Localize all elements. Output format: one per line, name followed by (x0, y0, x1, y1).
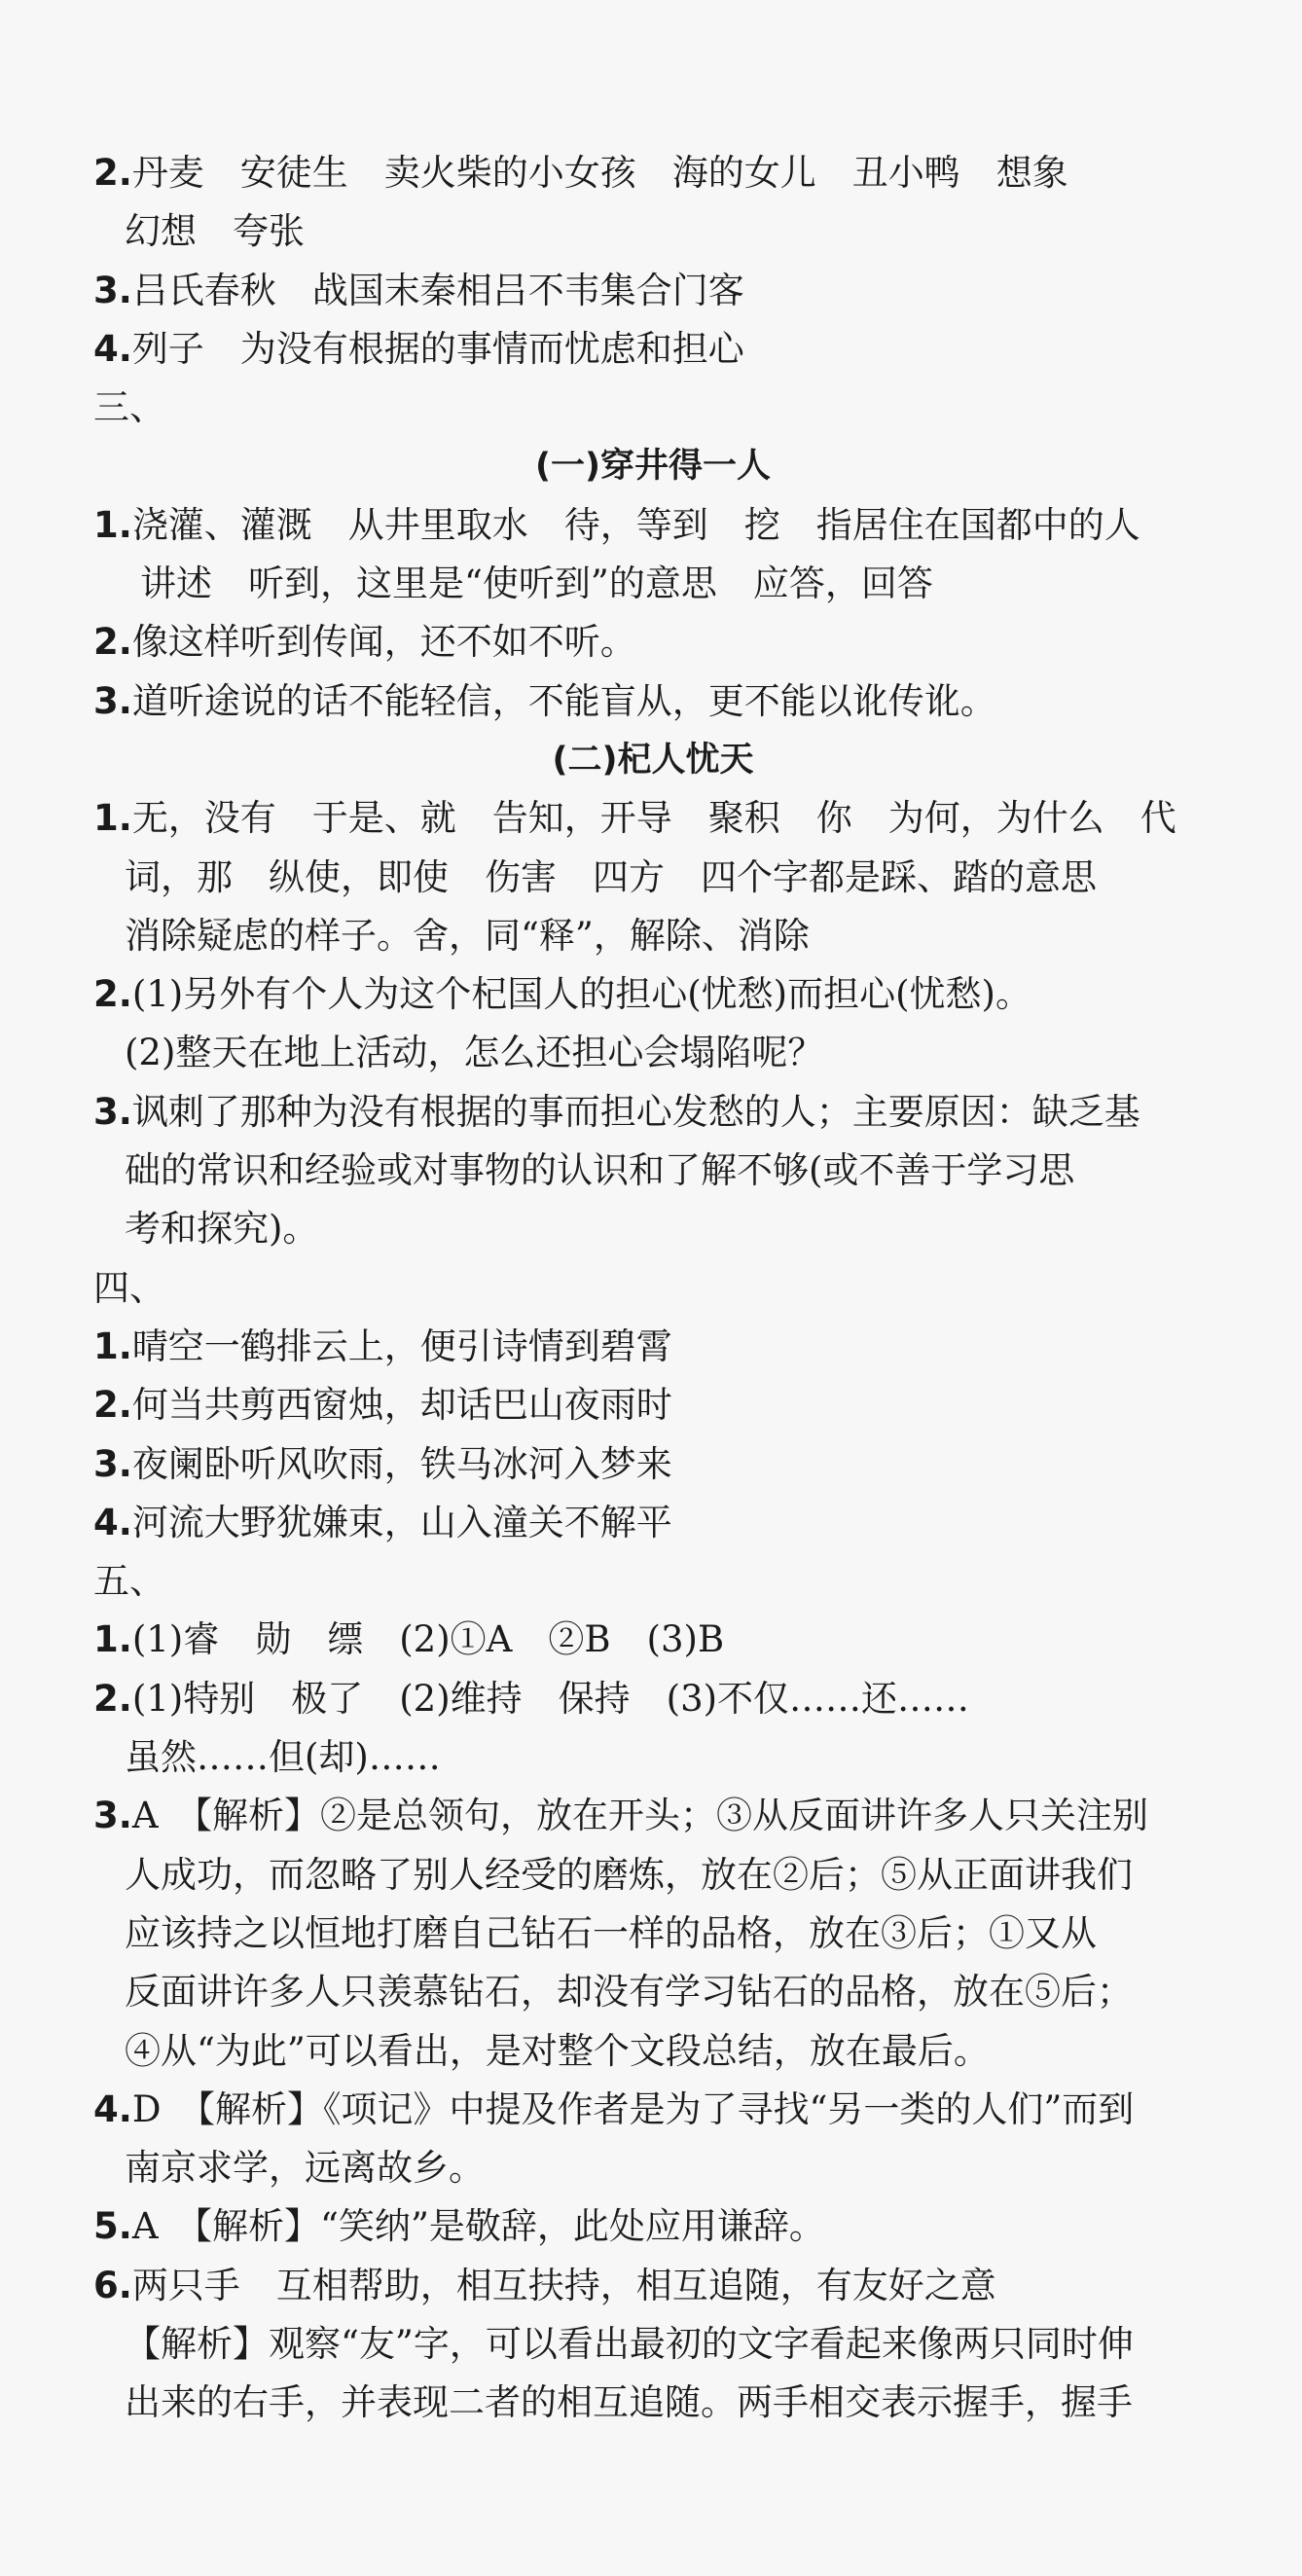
question-number: 4. (93, 327, 132, 370)
line-text: 夜阑卧听风吹雨，铁马冰河入梦来 (131, 1442, 672, 1485)
answer-line (93, 1905, 1212, 1963)
line-text: 三、 (93, 386, 165, 429)
answer-text-block (93, 144, 1212, 2433)
question-number: 2. (93, 1384, 132, 1427)
line-text: 两只手 互相帮助，相互扶持，相互追随，有友好之意 (131, 2264, 996, 2306)
answer-line (93, 1494, 1212, 1552)
question-number: 2. (93, 973, 132, 1016)
answer-line (93, 1376, 1212, 1434)
line-text: 出来的右手，并表现二者的相互追随。两手相交表示握手，握手 (125, 2381, 1133, 2424)
line-text: 无，没有 于是、就 告知，开导 聚积 你 为何，为什么 代 (131, 797, 1176, 840)
answer-line (93, 1552, 1212, 1611)
question-number: 2. (93, 152, 132, 194)
question-number: 1. (93, 1618, 132, 1661)
answer-line (93, 1142, 1212, 1200)
line-text: (1)睿 勋 缥 (2)①A ②B (3)B (131, 1618, 725, 1661)
answer-line (93, 2139, 1212, 2197)
answer-line (93, 2197, 1212, 2256)
question-number: 2. (93, 1677, 132, 1720)
line-text: A 【解析】②是总领句，放在开头；③从反面讲许多人只关注别 (131, 1795, 1149, 1837)
line-text: 晴空一鹤排云上，便引诗情到碧霄 (131, 1324, 672, 1367)
line-text: (一)穿井得一人 (535, 447, 771, 487)
line-text: 浇灌、灌溉 从井里取水 待，等到 挖 指居住在国都中的人 (131, 503, 1140, 546)
line-text: (二)杞人忧天 (552, 740, 754, 780)
line-text: (1)特别 极了 (2)维持 保持 (3)不仅……还…… (131, 1677, 970, 1720)
answer-line (93, 1024, 1212, 1082)
answer-line (93, 789, 1212, 848)
line-text: 虽然……但(却)…… (125, 1736, 441, 1779)
answer-line (93, 1728, 1212, 1787)
answer-line (93, 1318, 1212, 1376)
answer-line (93, 2081, 1212, 2139)
line-text: 讲述 听到，这里是“使听到”的意思 应答，回答 (140, 562, 933, 605)
answer-line (93, 1259, 1212, 1318)
answer-line (93, 2315, 1212, 2374)
answer-line (93, 1787, 1212, 1845)
line-text: D 【解析】《项记》中提及作者是为了寻找“另一类的人们”而到 (131, 2087, 1135, 2130)
line-text: 词，那 纵使，即使 伤害 四方 四个字都是踩、踏的意思 (125, 855, 1097, 898)
line-text: 人成功，而忽略了别人经受的磨炼，放在②后；⑤从正面讲我们 (125, 1853, 1133, 1896)
line-text: 反面讲许多人只羡慕钻石，却没有学习钻石的品格，放在⑤后； (125, 1971, 1133, 2014)
line-text: 讽刺了那种为没有根据的事而担心发愁的人；主要原因：缺乏基 (131, 1090, 1140, 1133)
question-number: 5. (93, 2205, 132, 2248)
line-text: 【解析】观察“友”字，可以看出最初的文字看起来像两只同时伸 (125, 2322, 1134, 2365)
answer-line (93, 2257, 1212, 2315)
line-text: 河流大野犹嫌束，山入潼关不解平 (131, 1501, 672, 1543)
answer-line (93, 202, 1212, 261)
answer-line (93, 262, 1212, 320)
question-number: 3. (93, 679, 132, 722)
answer-line (93, 2374, 1212, 2432)
answer-line (93, 144, 1212, 202)
line-text: 五、 (93, 1560, 165, 1603)
question-number: 1. (93, 1324, 132, 1367)
question-number: 1. (93, 797, 132, 840)
line-text: 础的常识和经验或对事物的认识和了解不够(或不善于学习思 (125, 1149, 1075, 1192)
answer-line (93, 496, 1212, 555)
question-number: 2. (93, 621, 132, 664)
line-text: 像这样听到传闻，还不如不听。 (131, 621, 636, 664)
answer-line (93, 1846, 1212, 1905)
question-number: 1. (93, 503, 132, 546)
question-number: 4. (93, 1501, 132, 1543)
answer-line (93, 613, 1212, 671)
question-number: 3. (93, 1795, 132, 1837)
question-number: 4. (93, 2087, 132, 2130)
line-text: 吕氏春秋 战国末秦相吕不韦集合门客 (131, 269, 744, 311)
answer-line (93, 965, 1212, 1024)
answer-line (93, 2022, 1212, 2081)
answer-line (93, 1200, 1212, 1258)
answer-line (93, 672, 1212, 731)
section-heading (93, 731, 1212, 789)
answer-line (93, 1083, 1212, 1142)
question-number: 3. (93, 269, 132, 311)
question-number: 6. (93, 2264, 132, 2306)
answer-line (93, 1670, 1212, 1728)
answer-line (93, 555, 1212, 613)
question-number: 3. (93, 1090, 132, 1133)
line-text: 消除疑虑的样子。舍，同“释”，解除、消除 (125, 914, 810, 957)
line-text: 幻想 夸张 (125, 210, 305, 253)
line-text: 何当共剪西窗烛，却话巴山夜雨时 (131, 1384, 672, 1427)
question-number: 3. (93, 1442, 132, 1485)
line-text: 南京求学，远离故乡。 (125, 2147, 485, 2190)
answer-line (93, 1435, 1212, 1494)
section-heading (93, 437, 1212, 495)
line-text: 应该持之以恒地打磨自己钻石一样的品格，放在③后；①又从 (125, 1911, 1097, 1954)
line-text: ④从“为此”可以看出，是对整个文段总结，放在最后。 (125, 2029, 990, 2072)
answer-line (93, 379, 1212, 437)
answer-line (93, 849, 1212, 907)
line-text: 丹麦 安徒生 卖火柴的小女孩 海的女儿 丑小鸭 想象 (131, 152, 1068, 194)
answer-line (93, 1611, 1212, 1669)
answer-line (93, 320, 1212, 379)
line-text: 道听途说的话不能轻信，不能盲从，更不能以讹传讹。 (131, 679, 996, 722)
line-text: (2)整天在地上活动，怎么还担心会塌陷呢？ (125, 1032, 824, 1074)
line-text: 考和探究)。 (125, 1208, 319, 1251)
answer-line (93, 1963, 1212, 2021)
line-text: 四、 (93, 1266, 165, 1309)
line-text: (1)另外有个人为这个杞国人的担心(忧愁)而担心(忧愁)。 (131, 973, 1031, 1016)
line-text: 列子 为没有根据的事情而忧虑和担心 (131, 327, 744, 370)
line-text: A 【解析】“笑纳”是敬辞，此处应用谦辞。 (131, 2205, 825, 2248)
answer-line (93, 907, 1212, 965)
